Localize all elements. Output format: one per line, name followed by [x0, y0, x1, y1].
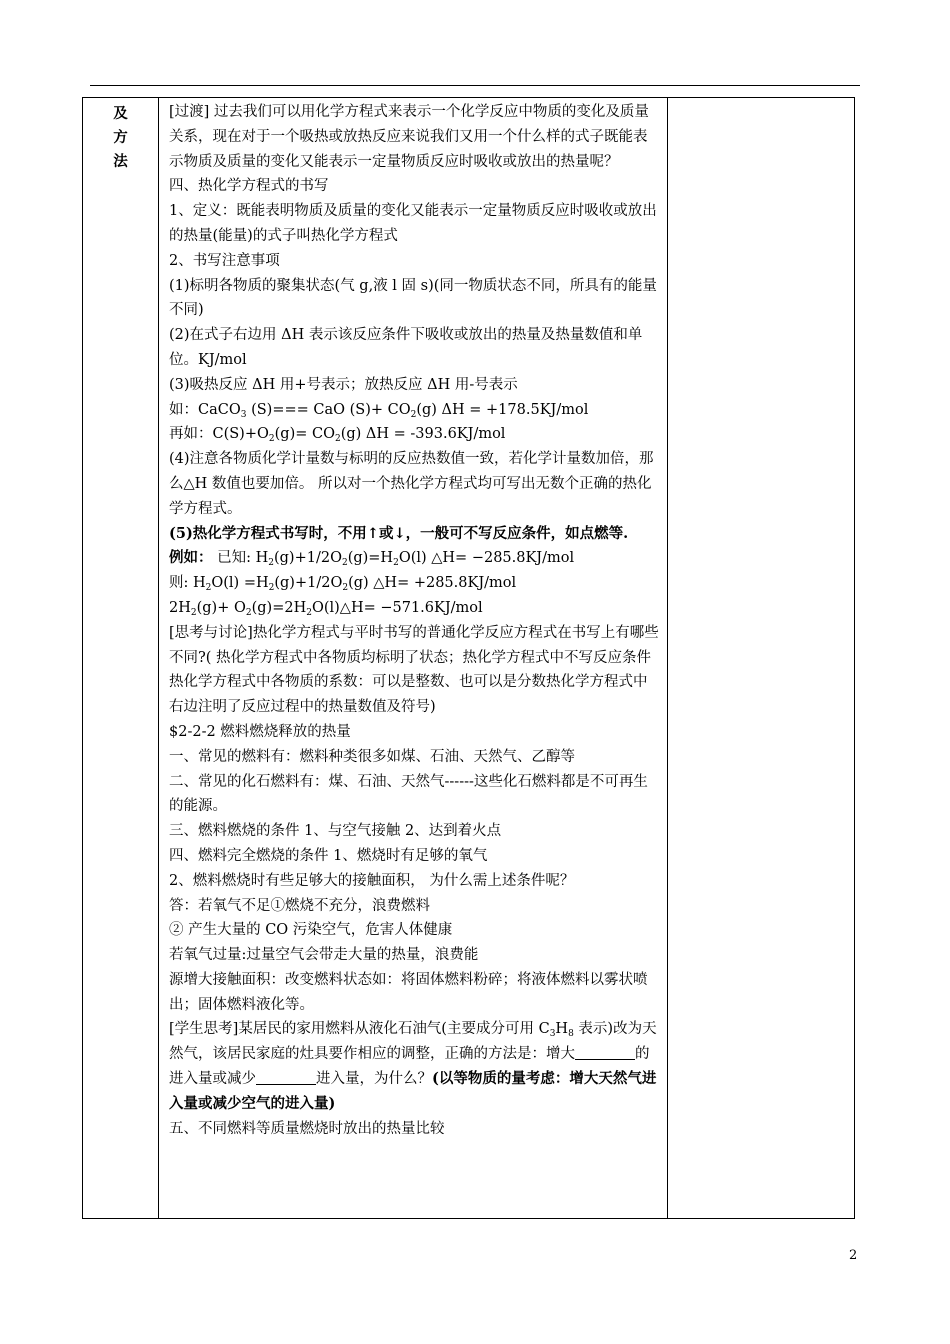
text-run: (5)热化学方程式书写时，不用↑或↓，一般可不写反应条件，如点燃等.: [169, 524, 629, 542]
text-run: (以等物质的量考虑：增大天然气进入量或减少空气的进入量): [169, 1070, 657, 1112]
content-paragraph: [169, 844, 661, 869]
content-paragraph: [169, 869, 661, 894]
text-run: (g)+ O: [196, 599, 246, 616]
content-paragraph: [169, 398, 661, 423]
subscript: 2: [245, 607, 252, 618]
text-run: 的进入量或减少: [169, 1046, 650, 1088]
content-paragraph: [169, 745, 661, 770]
content-paragraph: [169, 943, 661, 968]
subscript: 2: [341, 558, 348, 569]
subscript: 2: [205, 583, 212, 594]
subscript: 3: [549, 1029, 556, 1040]
text-run: 四、热化学方程式的书写: [169, 178, 329, 195]
subscript: 2: [410, 409, 417, 420]
side-label-cell: [83, 98, 159, 1219]
text-run: 表示)改为天然气，该居民家庭的灶具要作相应的调整，正确的方法是：增大: [169, 1021, 657, 1063]
text-run: 再如：C(S)+O: [169, 426, 269, 443]
content-paragraph: [169, 522, 661, 547]
subscript: 2: [268, 558, 274, 569]
fill-in-blank: [575, 1045, 635, 1060]
subscript: 2: [334, 434, 341, 445]
text-run: 二、常见的化石燃料有：煤、石油、天然气------这些化石燃料都是不可再生的能源。: [169, 773, 648, 815]
text-run: 2H: [169, 599, 191, 616]
text-run: (g)=H: [347, 550, 394, 567]
text-run: 五、不同燃料等质量燃烧时放出的热量比较: [169, 1120, 445, 1137]
text-run: (1)标明各物质的聚集状态(气 g,液 l 固 s)(同一物质状态不同，所具有的能量不同): [169, 277, 657, 319]
content-paragraph: [169, 894, 661, 919]
text-run: (g)+1/2O: [274, 575, 343, 592]
text-run: H: [555, 1021, 569, 1038]
subscript: 2: [342, 583, 349, 594]
side-label: 及 方 法: [113, 106, 128, 170]
text-run: 则: H: [169, 575, 206, 592]
text-run: 答：若氧气不足①燃烧不充分，浪费燃料: [169, 897, 430, 914]
content-paragraph: [169, 968, 661, 1018]
content-paragraph: [169, 249, 661, 274]
content-paragraph: [169, 770, 661, 820]
content-paragraph: [169, 199, 661, 249]
text-run: [思考与讨论]热化学方程式与平时书写的普通化学反应方程式在书写上有哪些不同?( 热化学方程式中各物质均标明了状态；热化学方程式中不写反应条件热化学方程式中各物质的系数：可以是整数、也可以是分数热化学方程式中右边注明了反应过程中的热量数值及符号): [169, 624, 659, 716]
text-run: 一、常见的燃料有：燃料种类很多如煤、石油、天然气、乙醇等: [169, 748, 575, 765]
content-paragraph: [169, 571, 661, 596]
subscript: 2: [268, 434, 275, 445]
content-paragraph: [169, 819, 661, 844]
text-run: ② 产生大量的 CO 污染空气，危害人体健康: [169, 922, 453, 939]
text-run: O(l) △H= −285.8KJ/mol: [398, 550, 575, 567]
content-paragraph: [169, 621, 661, 720]
content-paragraph: [169, 1117, 661, 1142]
text-run: 源增大接触面积：改变燃料状态如：将固体燃料粉碎；将液体燃料以雾状喷出；固体燃料液化等。: [169, 971, 648, 1013]
lesson-table: [82, 97, 855, 1219]
lesson-content: [159, 98, 667, 1218]
text-run: (S)=== CaO (S)+ CO: [246, 401, 411, 418]
text-run: (g)+1/2O: [273, 550, 342, 567]
content-paragraph: [169, 918, 661, 943]
fill-in-blank: [256, 1070, 316, 1085]
header-rule: [90, 85, 860, 86]
text-run: (g) ΔH = -393.6KJ/mol: [340, 426, 506, 443]
content-paragraph: [169, 1017, 661, 1116]
content-paragraph: [169, 546, 661, 571]
text-run: 1、定义：既能表明物质及质量的变化又能表示一定量物质反应时吸收或放出的热量(能量)的式子叫热化学方程式: [169, 203, 657, 244]
content-paragraph: [169, 174, 661, 199]
text-run: 2、书写注意事项: [169, 252, 280, 269]
text-run: 若氧气过量:过量空气会带走大量的热量，浪费能: [169, 947, 479, 964]
subscript: 3: [240, 409, 247, 420]
subscript: 2: [268, 583, 275, 594]
text-run: O(l) =H: [211, 575, 269, 592]
text-run: 2、燃料燃烧时有些足够大的接触面积， 为什么需上述条件呢？: [169, 872, 575, 889]
text-run: (2)在式子右边用 ΔH 表示该反应条件下吸收或放出的热量及热量数值和单位。KJ/mol: [169, 327, 643, 368]
text-run: (4)注意各物质化学计量数与标明的反应热数值一致，若化学计量数加倍，那么△H 数值也要加倍。 所以对一个热化学方程式均可写出无数个正确的热化学方程式。: [169, 451, 654, 517]
subscript: 2: [190, 607, 197, 618]
text-run: O(l)△H= −571.6KJ/mol: [311, 599, 483, 616]
subscript: 2: [306, 607, 312, 618]
text-run: (3)吸热反应 ΔH 用+号表示；放热反应 ΔH 用-号表示: [169, 376, 518, 393]
text-run: (g)=2H: [251, 599, 307, 616]
content-paragraph: [169, 100, 661, 174]
text-run: 已知: H: [212, 550, 269, 567]
content-cell: [159, 98, 668, 1219]
content-paragraph: [169, 422, 661, 447]
text-run: $2-2-2 燃料燃烧释放的热量: [169, 723, 351, 740]
text-run: [学生思考]某居民的家用燃料从液化石油气(主要成分可用 C: [169, 1021, 550, 1038]
content-paragraph: [169, 274, 661, 324]
content-paragraph: [169, 596, 661, 621]
text-run: 进入量，为什么？: [316, 1071, 432, 1088]
content-paragraph: [169, 447, 661, 521]
text-run: (g) △H= +285.8KJ/mol: [348, 575, 517, 592]
subscript: 2: [393, 558, 399, 569]
content-paragraph: [169, 323, 661, 373]
text-run: [过渡] 过去我们可以用化学方程式来表示一个化学反应中物质的变化及质量关系，现在对于一个吸热或放热反应来说我们又用一个什么样的式子既能表示物质及质量的变化又能表示一定量物质反应时吸收或放出的热量呢？: [169, 104, 649, 170]
notes-cell: [668, 98, 855, 1219]
text-run: (g)= CO: [274, 426, 335, 443]
content-paragraph: [169, 720, 661, 745]
content-paragraph: [169, 373, 661, 398]
text-run: 三、燃料燃烧的条件 1、与空气接触 2、达到着火点: [169, 823, 502, 840]
text-run: 例如：: [169, 549, 213, 567]
text-run: 如：CaCO: [169, 401, 241, 418]
text-run: (g) ΔH = +178.5KJ/mol: [416, 401, 589, 418]
page-number: 2: [849, 1248, 858, 1263]
subscript: 8: [568, 1029, 574, 1040]
text-run: 四、燃料完全燃烧的条件 1、燃烧时有足够的氧气: [169, 847, 488, 864]
